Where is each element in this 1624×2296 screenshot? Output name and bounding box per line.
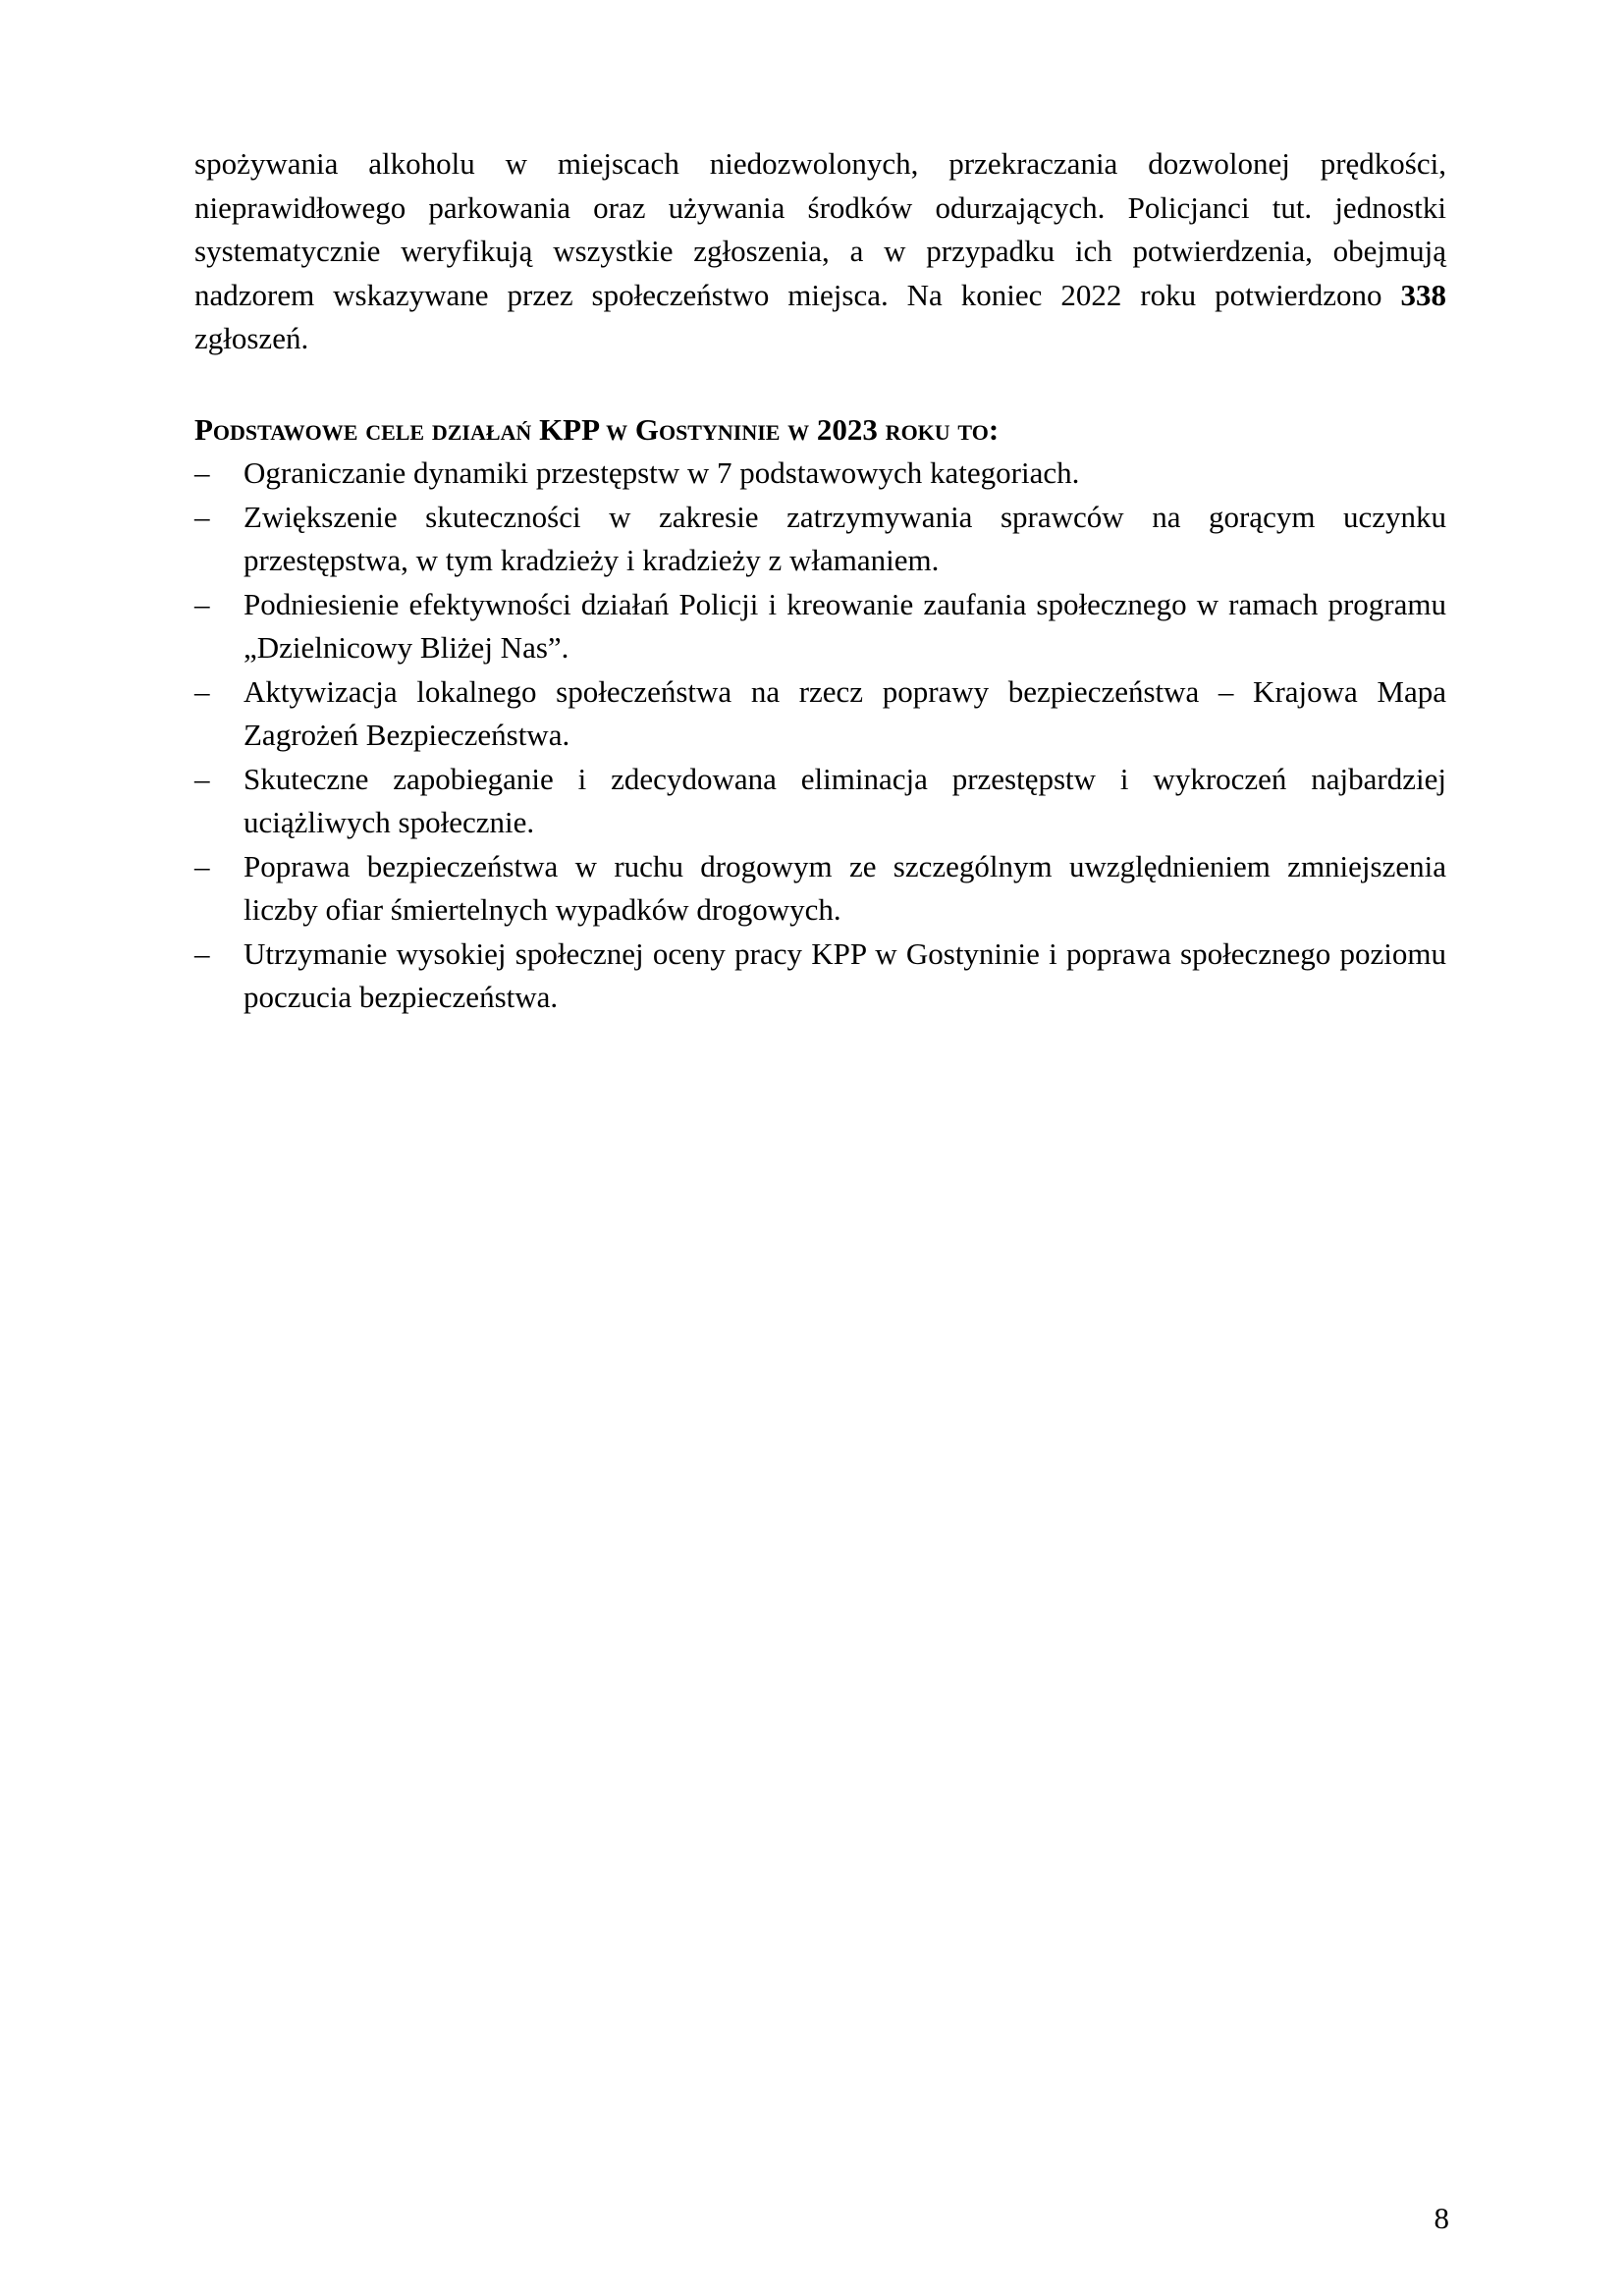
list-item-text: Skuteczne zapobieganie i zdecydowana eliminacja przestępstw i wykroczeń najbardziej uciążliwych społecznie. <box>244 761 1446 839</box>
list-item-text: Zwiększenie skuteczności w zakresie zatrzymywania sprawców na gorącym uczynku przestępstwa, w tym kradzieży i kradzieży z włamaniem. <box>244 499 1446 577</box>
list-item <box>194 670 1446 758</box>
intro-paragraph <box>194 142 1446 361</box>
page-number: 8 <box>1434 2201 1449 2235</box>
list-item-text: Aktywizacja lokalnego społeczeństwa na rzecz poprawy bezpieczeństwa – Krajowa Mapa Zagrożeń Bezpieczeństwa. <box>244 673 1446 752</box>
list-item <box>194 758 1446 845</box>
list-item <box>194 496 1446 583</box>
page-content <box>194 142 1446 1020</box>
dash-bullet: – <box>194 499 210 534</box>
list-item <box>194 845 1446 933</box>
goals-list <box>194 452 1446 1020</box>
dash-bullet: – <box>194 935 210 971</box>
list-item-text: Poprawa bezpieczeństwa w ruchu drogowym ze szczególnym uwzględnieniem zmniejszenia liczby ofiar śmiertelnych wypadków drogowych. <box>244 848 1446 927</box>
intro-text-end: zgłoszeń. <box>194 321 309 355</box>
list-item-text: Ograniczanie dynamiki przestępstw w 7 podstawowych kategoriach. <box>244 455 1080 490</box>
dash-bullet: – <box>194 586 210 621</box>
list-item <box>194 583 1446 670</box>
dash-bullet: – <box>194 455 210 490</box>
dash-bullet: – <box>194 848 210 883</box>
list-item <box>194 933 1446 1020</box>
confirmed-reports-count: 338 <box>1400 277 1446 312</box>
dash-bullet: – <box>194 761 210 796</box>
intro-text: spożywania alkoholu w miejscach niedozwolonych, przekraczania dozwolonej prędkości, nieprawidłowego parkowania oraz używania środków odurzających. Policjanci tut. jednostki systematycznie weryfikują wszystkie zgłoszenia, a w przypadku ich potwierdzenia, obejmują nadzorem wskazywane przez społeczeństwo miejsca. Na koniec 2022 roku potwierdzono <box>194 146 1446 312</box>
section-heading: Podstawowe cele działań KPP w Gostyninie w 2023 roku to: <box>194 411 1000 447</box>
dash-bullet: – <box>194 673 210 709</box>
list-item-text: Podniesienie efektywności działań Policji i kreowanie zaufania społecznego w ramach programu „Dzielnicowy Bliżej Nas”. <box>244 586 1446 665</box>
list-item <box>194 452 1446 496</box>
list-item-text: Utrzymanie wysokiej społecznej oceny pracy KPP w Gostyninie i poprawa społecznego poziomu poczucia bezpieczeństwa. <box>244 935 1446 1014</box>
